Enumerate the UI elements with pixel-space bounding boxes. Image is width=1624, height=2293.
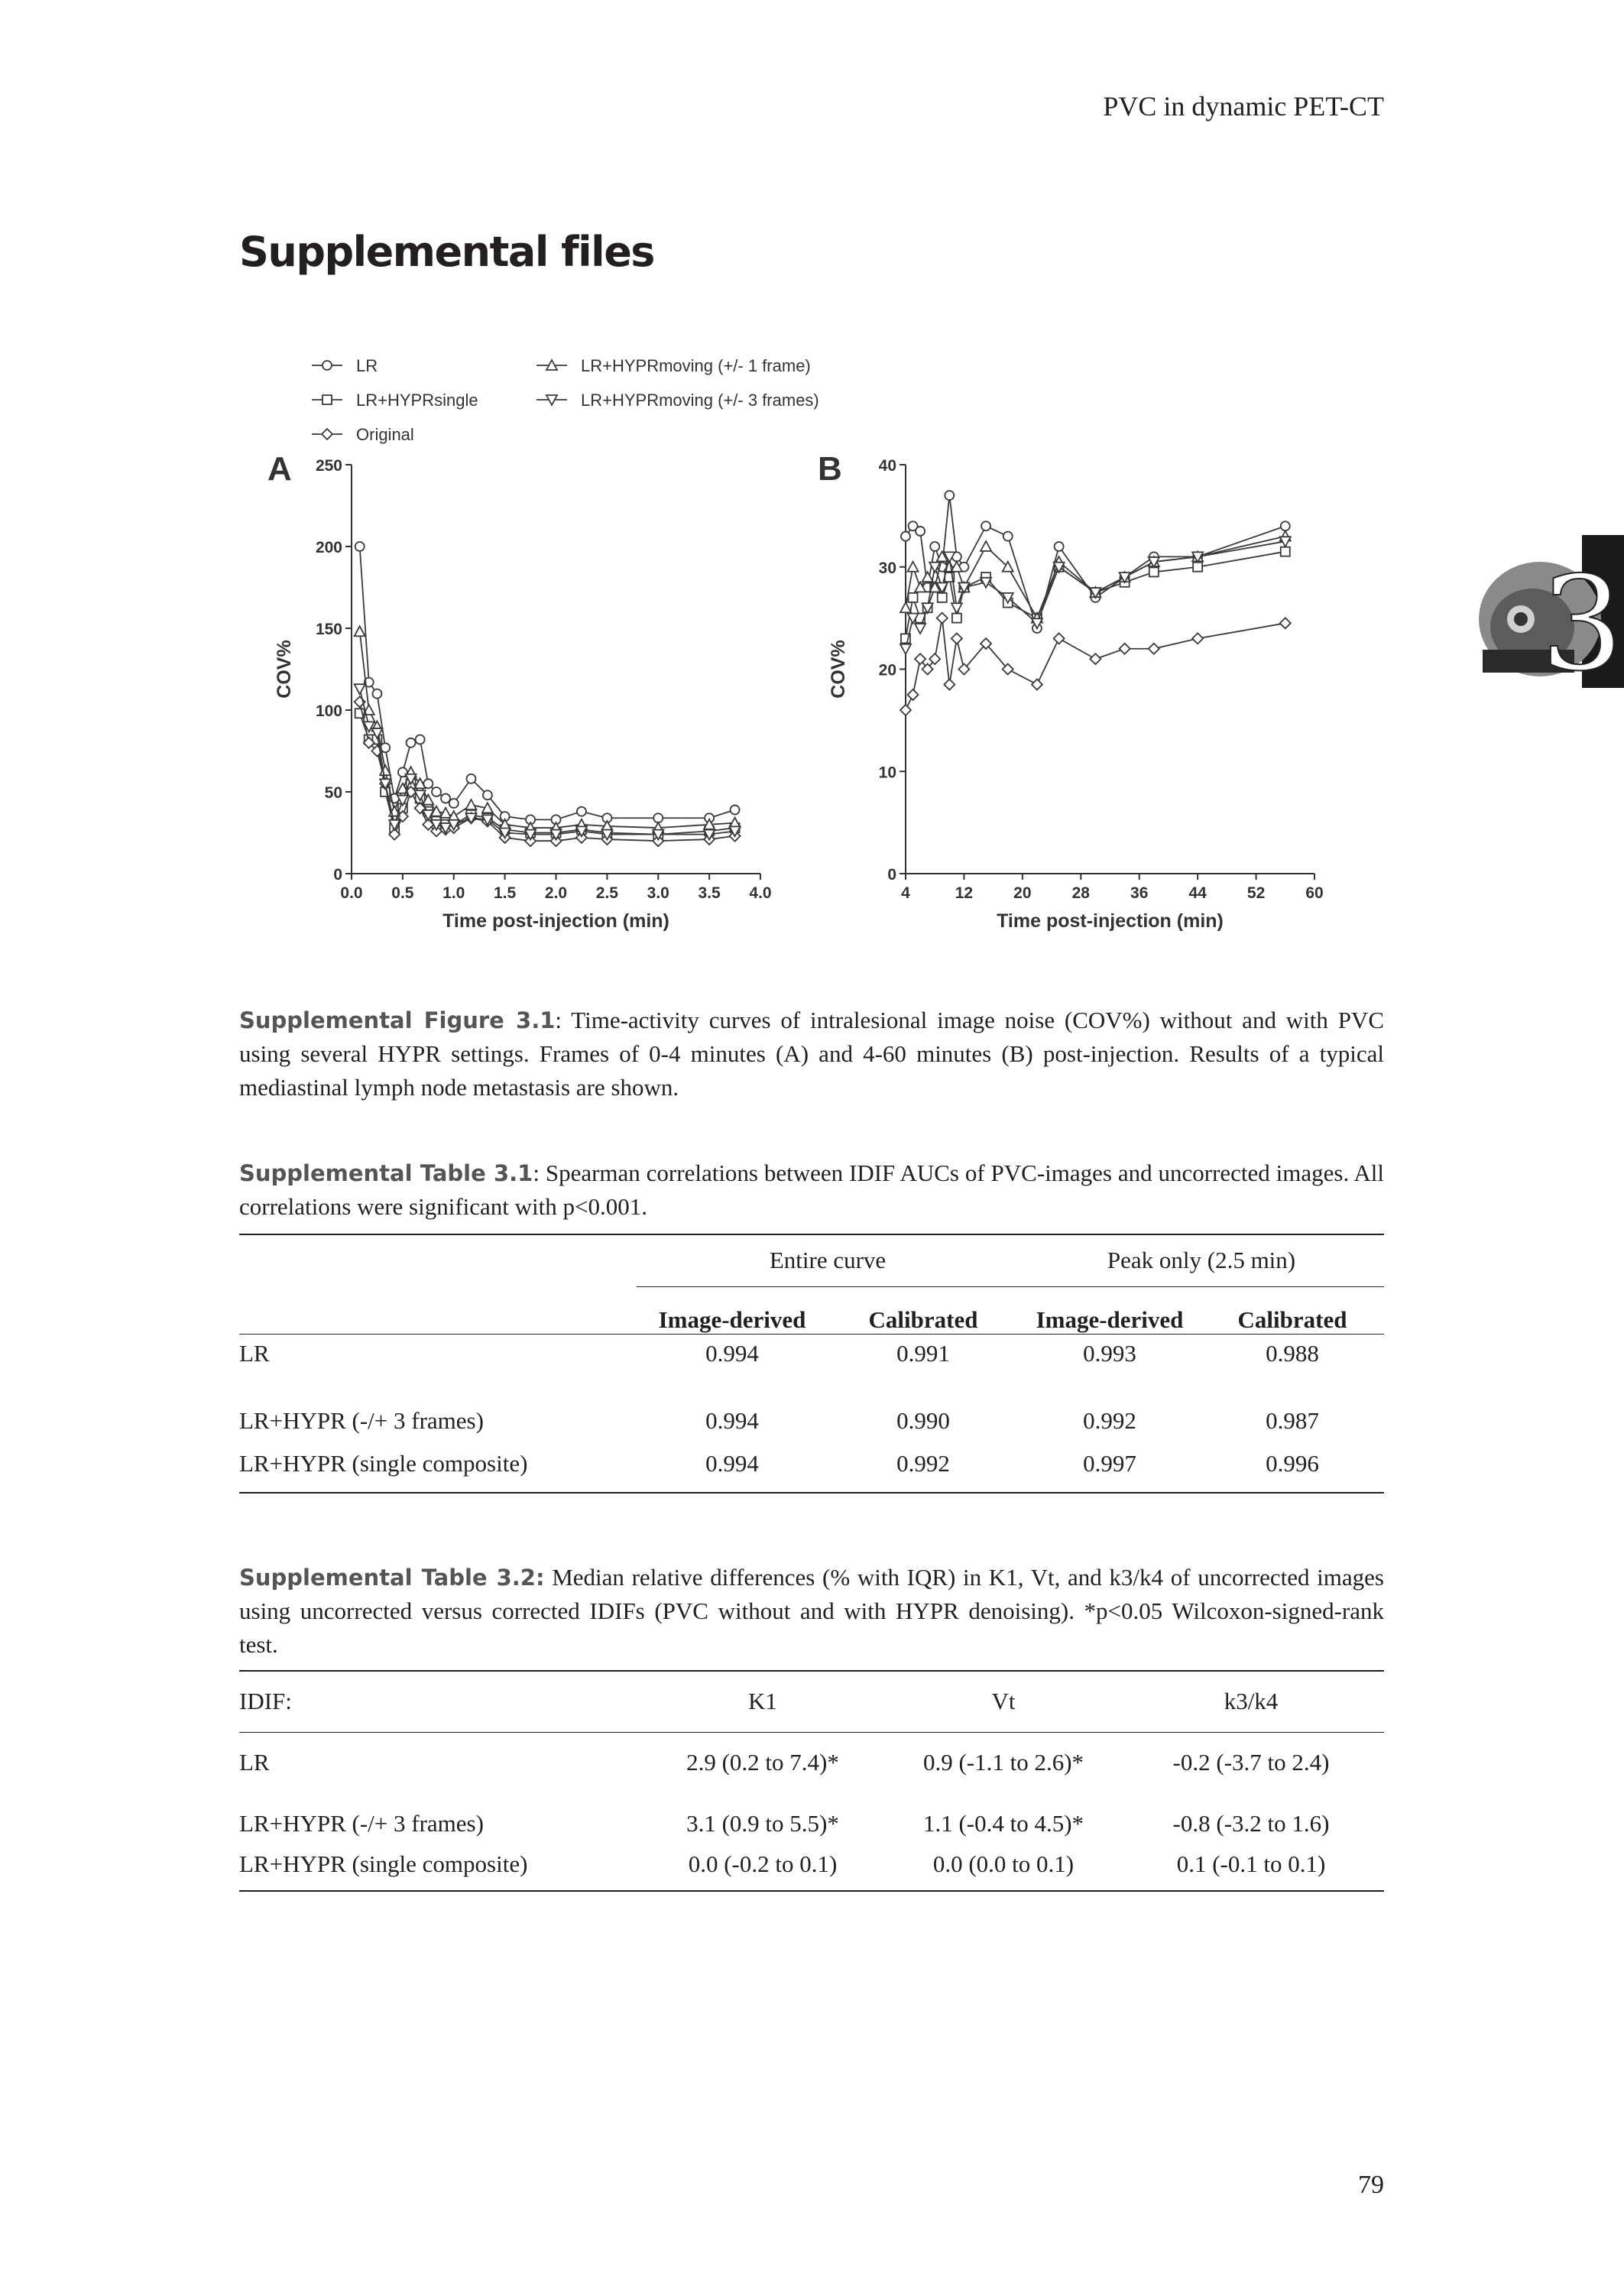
table2-header: Vt: [889, 1671, 1118, 1732]
y-tick-label: 0: [887, 866, 896, 884]
table1-sub-header: Calibrated: [828, 1286, 1019, 1334]
row-name: LR+HYPR (-/+ 3 frames): [239, 1810, 484, 1837]
x-tick-label: 28: [1071, 884, 1090, 902]
data-point: [922, 664, 933, 675]
table2-caption-text: Median relative differences (% with IQR) in K1, Vt, and k3/k4 of uncorrected images using uncorrected versus corrected IDIFs (PVC without and with HYPR denoising). *p<0.05 Wilcoxon-signed-rank test.: [239, 1564, 1384, 1658]
data-point: [1054, 633, 1065, 644]
y-tick-label: 50: [324, 784, 342, 802]
data-point: [355, 684, 365, 694]
series-line: [906, 537, 1285, 618]
panel-b: [818, 450, 1324, 932]
panel-a: [267, 450, 772, 932]
data-point: [416, 735, 425, 744]
data-point: [900, 705, 911, 715]
data-point: [945, 491, 954, 500]
data-point: [1281, 521, 1290, 530]
figure: [260, 336, 1330, 963]
data-point: [1055, 542, 1064, 551]
row-name: LR: [239, 1749, 270, 1776]
series-line: [360, 689, 735, 834]
data-point: [483, 790, 492, 799]
data-point: [1032, 679, 1042, 690]
row-name: LR+HYPR (single composite): [239, 1449, 528, 1477]
row-name: LR+HYPR (single composite): [239, 1850, 528, 1877]
table-row: LR+HYPR (single composite) 0.0 (-0.2 to 0.1) 0.0 (0.0 to 0.1) 0.1 (-0.1 to 0.1): [239, 1837, 1384, 1891]
x-tick-label: 12: [955, 884, 974, 902]
table2-header: IDIF:: [239, 1671, 637, 1732]
figure-legend: [312, 356, 819, 444]
data-point: [929, 654, 940, 664]
data-point: [915, 624, 925, 634]
x-tick-label: 3.5: [698, 884, 721, 902]
y-tick-label: 10: [878, 764, 896, 782]
data-point: [449, 799, 459, 808]
data-point: [944, 679, 955, 690]
data-point: [372, 689, 381, 699]
legend-label: LR: [356, 356, 378, 375]
x-axis-label: Time post-injection (min): [442, 910, 669, 932]
y-axis-label: COV%: [828, 640, 849, 699]
table1-caption-text: : Spearman correlations between IDIF AUCs of PVC-images and uncorrected images. All correlations were significant with p<0.001.: [239, 1159, 1384, 1220]
table-row: LR 0.994 0.991 0.993 0.988: [239, 1334, 1384, 1374]
table-row: LR+HYPR (single composite) 0.994 0.992 0.997 0.996: [239, 1435, 1384, 1493]
data-point: [322, 429, 332, 439]
data-point: [908, 689, 919, 700]
data-point: [951, 633, 962, 644]
data-point: [432, 787, 441, 796]
x-tick-label: 4: [901, 884, 910, 902]
data-point: [900, 602, 911, 612]
x-axis-label: Time post-injection (min): [997, 910, 1224, 932]
legend-item: [312, 425, 414, 444]
x-tick-label: 1.5: [494, 884, 517, 902]
table-row: LR+HYPR (-/+ 3 frames) 3.1 (0.9 to 5.5)* 1.1 (-0.4 to 4.5)* -0.8 (-3.2 to 1.6): [239, 1776, 1384, 1837]
x-tick-label: 0.0: [340, 884, 363, 902]
data-point: [407, 738, 416, 748]
series: [901, 491, 1290, 633]
y-tick-label: 150: [315, 621, 342, 638]
data-point: [922, 572, 933, 582]
chapter-tab: [1467, 535, 1624, 688]
y-tick-label: 30: [878, 559, 896, 577]
data-point: [901, 532, 910, 541]
table-row: LR 2.9 (0.2 to 7.4)* 0.9 (-1.1 to 2.6)* -0.2 (-3.7 to 2.4): [239, 1732, 1384, 1776]
data-point: [1090, 654, 1100, 664]
table1-caption: [239, 1156, 1384, 1224]
data-point: [938, 593, 947, 602]
data-point: [323, 361, 332, 370]
table2-caption-label: Supplemental Table 3.2:: [239, 1565, 545, 1591]
figure-caption: [239, 1004, 1384, 1104]
row-name: LR: [239, 1334, 637, 1374]
panel-label: A: [267, 450, 292, 488]
series: [900, 613, 1291, 715]
panel-label: B: [818, 450, 842, 488]
y-axis-label: COV%: [274, 640, 295, 699]
series: [355, 684, 741, 839]
y-tick-label: 0: [333, 866, 342, 884]
legend-label: LR+HYPRsingle: [356, 391, 478, 410]
row-name: LR+HYPR (-/+ 3 frames): [239, 1407, 484, 1434]
data-point: [916, 527, 925, 536]
data-point: [981, 521, 990, 530]
data-point: [355, 626, 365, 636]
x-tick-label: 0.5: [391, 884, 414, 902]
series: [355, 626, 741, 832]
table-row: LR+HYPR (-/+ 3 frames) 0.994 0.990 0.992 0.987: [239, 1374, 1384, 1435]
x-tick-label: 2.5: [595, 884, 618, 902]
x-tick-label: 44: [1188, 884, 1207, 902]
data-point: [1149, 644, 1159, 654]
data-point: [1120, 644, 1130, 654]
table1: [239, 1234, 1384, 1494]
x-tick-label: 3.0: [647, 884, 669, 902]
data-point: [900, 644, 911, 654]
data-point: [1192, 633, 1203, 644]
figure-caption-text: : Time-activity curves of intralesional image noise (COV%) without and with PVC using several HYPR settings. Frames of 0-4 minutes (A) and 4-60 minutes (B) post-injection. Results of a typical mediastinal lymph node metastasis are shown.: [239, 1007, 1384, 1101]
table2-caption: [239, 1561, 1384, 1662]
data-point: [731, 806, 740, 815]
figure-caption-label: Supplemental Figure 3.1: [239, 1007, 556, 1033]
table1-caption-label: Supplemental Table 3.1: [239, 1160, 533, 1186]
section-title: Supplemental files: [239, 228, 654, 276]
data-point: [951, 603, 962, 613]
legend-label: Original: [356, 425, 414, 444]
data-point: [915, 654, 925, 664]
x-tick-label: 1.0: [442, 884, 465, 902]
data-point: [1003, 532, 1013, 541]
data-point: [981, 541, 991, 551]
x-tick-label: 20: [1013, 884, 1032, 902]
y-tick-label: 250: [315, 457, 342, 475]
table1-sub-header: Image-derived: [637, 1286, 828, 1334]
data-point: [908, 562, 919, 572]
x-tick-label: 52: [1246, 884, 1266, 902]
data-point: [909, 593, 918, 602]
legend-item: [312, 391, 478, 410]
running-header: PVC in dynamic PET-CT: [1103, 91, 1384, 122]
data-point: [1281, 547, 1290, 556]
data-point: [1280, 618, 1291, 628]
y-tick-label: 20: [878, 661, 896, 679]
data-point: [355, 542, 365, 551]
data-point: [937, 613, 948, 624]
y-tick-label: 100: [315, 702, 342, 720]
data-point: [930, 542, 939, 551]
data-point: [577, 807, 586, 816]
data-point: [1193, 563, 1202, 572]
legend-label: LR+HYPRmoving (+/- 1 frame): [581, 356, 811, 375]
table1-sub-header: Calibrated: [1201, 1286, 1384, 1334]
table1-group-header: Entire curve: [637, 1234, 1019, 1286]
table1-sub-header: Image-derived: [1019, 1286, 1201, 1334]
x-tick-label: 2.0: [544, 884, 568, 902]
table2-header: K1: [637, 1671, 889, 1732]
legend-item: [536, 391, 819, 410]
y-tick-label: 200: [315, 539, 342, 556]
data-point: [323, 395, 332, 404]
x-tick-label: 36: [1130, 884, 1149, 902]
x-tick-label: 4.0: [749, 884, 772, 902]
data-point: [952, 614, 961, 623]
figure-svg: [260, 336, 1330, 963]
legend-item: [536, 356, 811, 375]
data-point: [1149, 567, 1159, 576]
table2-header: k3/k4: [1118, 1671, 1384, 1732]
table1-group-header: Peak only (2.5 min): [1019, 1234, 1384, 1286]
page-number: 79: [1358, 2171, 1384, 2199]
x-tick-label: 60: [1305, 884, 1324, 902]
y-tick-label: 40: [878, 457, 896, 475]
chapter-number: 3: [1540, 549, 1624, 688]
table2: [239, 1670, 1384, 1892]
data-point: [465, 799, 476, 809]
legend-item: [312, 356, 378, 375]
legend-label: LR+HYPRmoving (+/- 3 frames): [581, 391, 819, 410]
data-point: [466, 774, 475, 783]
